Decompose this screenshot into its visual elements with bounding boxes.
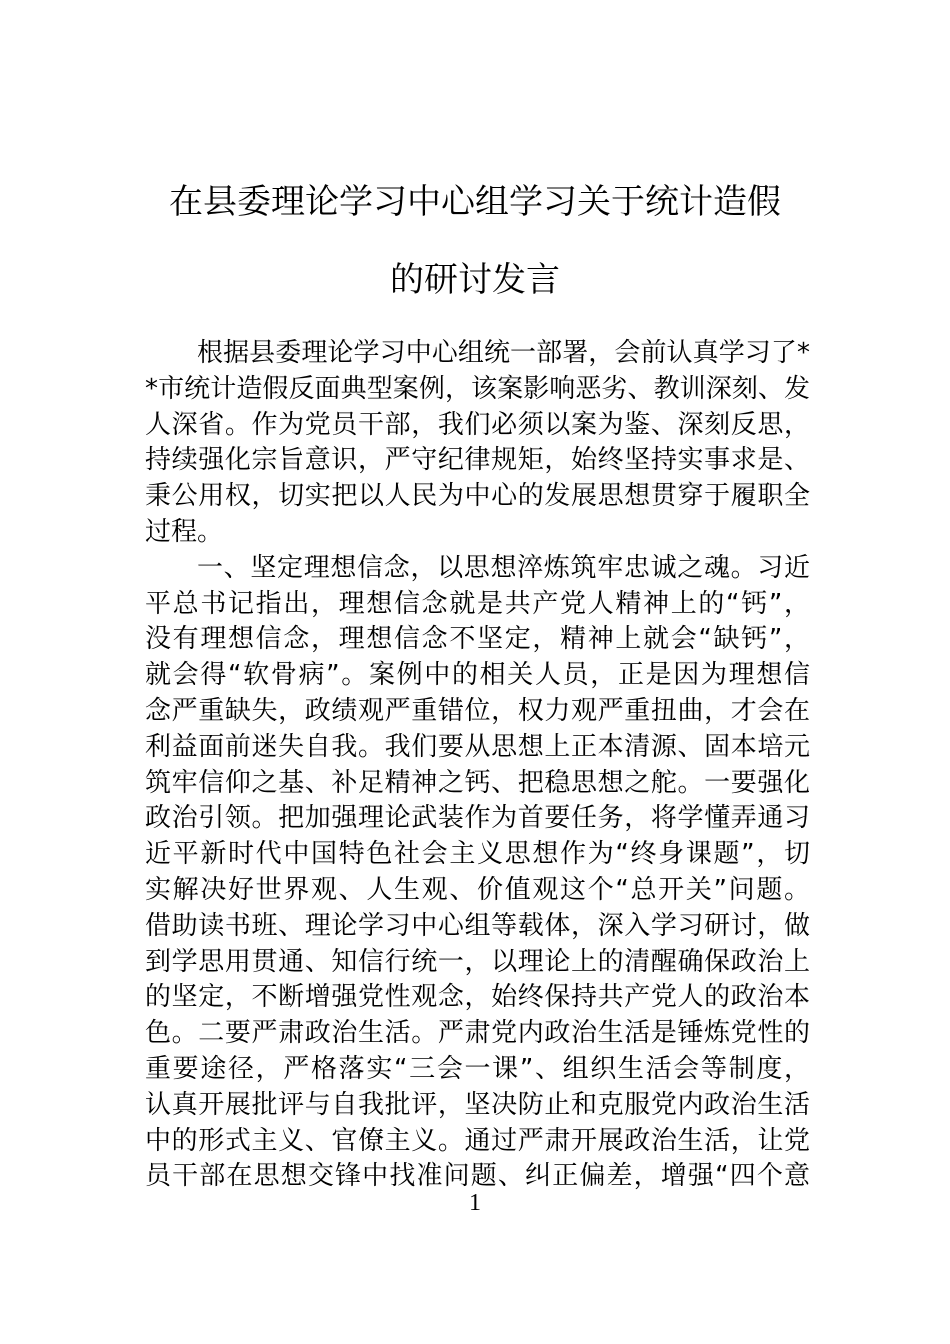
paragraph-line: 利益面前迷失自我。我们要从思想上正本清源、固本培元: [145, 731, 810, 762]
document-body: [145, 336, 810, 1195]
page-number: 1: [469, 1190, 481, 1216]
paragraph-line: 根据县委理论学习中心组统一部署，会前认真学习了*: [197, 338, 810, 368]
paragraph-line: 平总书记指出，理想信念就是共产党人精神上的“钙”，: [145, 588, 810, 619]
paragraph-line: 筑牢信仰之基、补足精神之钙、把稳思想之舵。一要强化: [145, 767, 810, 798]
paragraph-line: 政治引领。把加强理论武装作为首要任务，将学懂弄通习: [145, 803, 810, 834]
paragraph-line: 认真开展批评与自我批评，坚决防止和克服党内政治生活: [145, 1089, 810, 1120]
paragraph-line: 没有理想信念，理想信念不坚定，精神上就会“缺钙”，: [145, 624, 810, 655]
section-heading-line: 一、坚定理想信念，以思想淬炼筑牢忠诚之魂。习近: [197, 552, 810, 583]
document-title: [140, 163, 810, 319]
title-line-2: 的研讨发言: [390, 260, 560, 300]
paragraph-line: 过程。: [145, 516, 224, 547]
title-line-1: 在县委理论学习中心组学习关于统计造假: [169, 182, 781, 222]
paragraph-line: 的坚定，不断增强党性观念，始终保持共产党人的政治本: [145, 982, 810, 1013]
paragraph-line: 员干部在思想交锋中找准问题、纠正偏差，增强“四个意: [145, 1161, 810, 1192]
paragraph-line: 实解决好世界观、人生观、价值观这个“总开关”问题。: [145, 874, 810, 905]
paragraph-line: 重要途径，严格落实“三会一课”、组织生活会等制度，: [145, 1053, 810, 1084]
paragraph-line: 中的形式主义、官僚主义。通过严肃开展政治生活，让党: [145, 1125, 810, 1156]
paragraph-line: 色。二要严肃政治生活。严肃党内政治生活是锤炼党性的: [145, 1018, 810, 1049]
paragraph-line: *市统计造假反面典型案例，该案影响恶劣、教训深刻、发: [145, 373, 810, 404]
paragraph-line: 秉公用权，切实把以人民为中心的发展思想贯穿于履职全: [145, 481, 810, 512]
paragraph-line: 持续强化宗旨意识，严守纪律规矩，始终坚持实事求是、: [145, 445, 810, 476]
paragraph-line: 借助读书班、理论学习中心组等载体，深入学习研讨，做: [145, 910, 810, 941]
paragraph-line: 念严重缺失，政绩观严重错位，权力观严重扭曲，才会在: [145, 695, 810, 726]
paragraph-line: 人深省。作为党员干部，我们必须以案为鉴、深刻反思，: [145, 409, 810, 440]
paragraph-line: 到学思用贯通、知信行统一，以理论上的清醒确保政治上: [145, 946, 810, 977]
paragraph-line: 近平新时代中国特色社会主义思想作为“终身课题”，切: [145, 839, 810, 870]
paragraph-line: 就会得“软骨病”。案例中的相关人员，正是因为理想信: [145, 660, 810, 691]
